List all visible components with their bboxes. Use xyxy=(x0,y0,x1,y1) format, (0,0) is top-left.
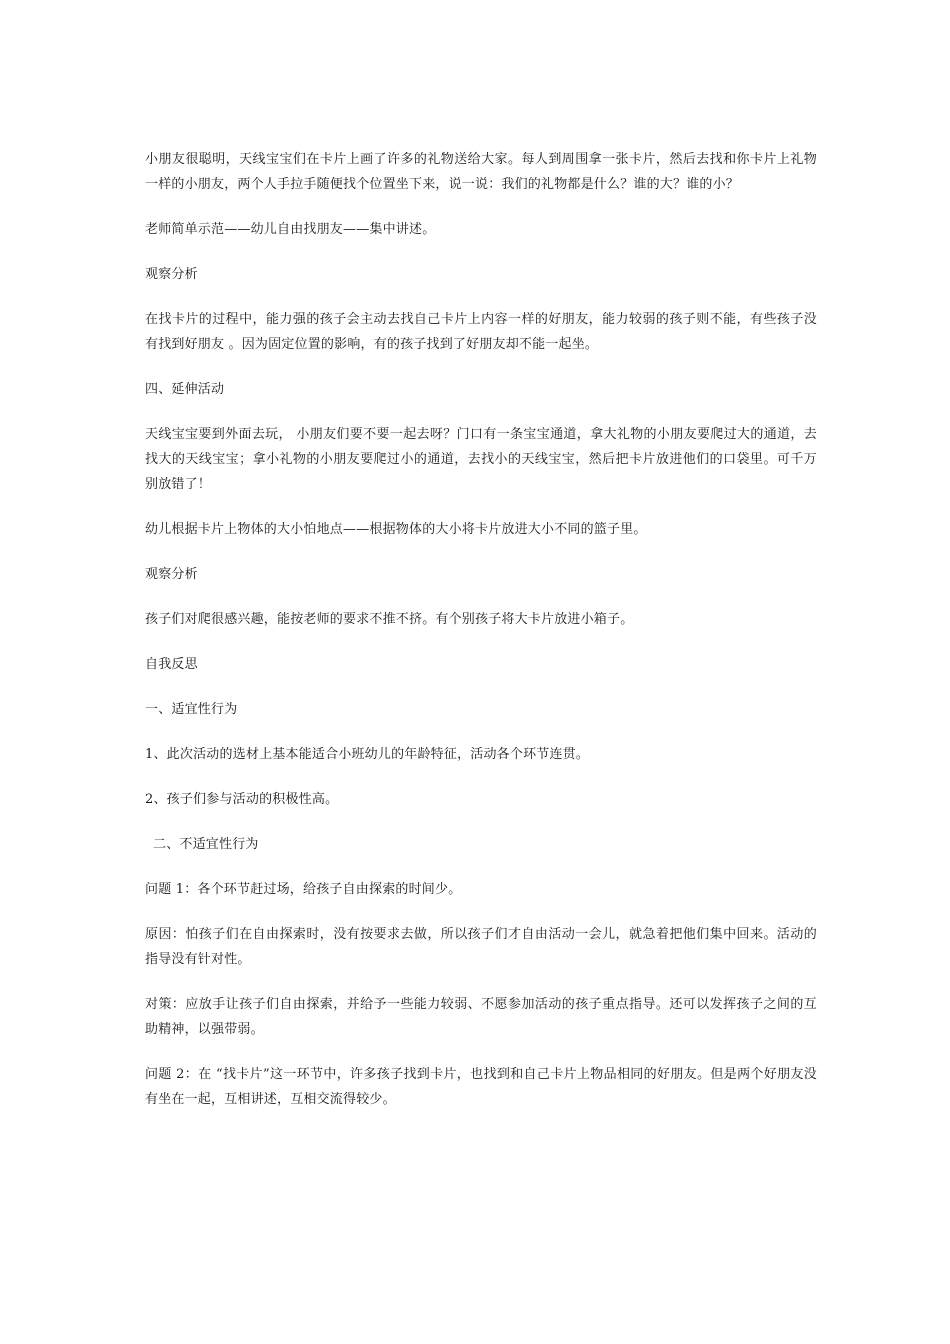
paragraph-suitable-2: 2、孩子们参与活动的积极性高。 xyxy=(145,792,339,807)
paragraph-extension: 天线宝宝要到外面去玩， 小朋友们要不要一起去呀？门口有一条宝宝通道，拿大礼物的小朋友要爬过大的通道，去找大的天线宝宝；拿小礼物的小朋友要爬过小的通道，去找小的天线宝宝，然后把卡片放进他们的口袋里。可千万别放错了！ xyxy=(145,427,817,492)
heading-reflection: 自我反思 xyxy=(145,657,198,672)
document-body xyxy=(145,147,817,1132)
heading-unsuitable: 二、不适宜性行为 xyxy=(153,837,259,852)
paragraph-observation-1: 在找卡片的过程中，能力强的孩子会主动去找自己卡片上内容一样的好朋友，能力较弱的孩子则不能，有些孩子没有找到好朋友 。因为固定位置的影响，有的孩子找到了好朋友却不能一起坐。 xyxy=(145,312,817,352)
paragraph-intro: 小朋友很聪明，天线宝宝们在卡片上画了许多的礼物送给大家。每人到周围拿一张卡片，然后去找和你卡片上礼物一样的小朋友，两个人手拉手随便找个位置坐下来，说一说：我们的礼物都是什么？谁的大？谁的小？ xyxy=(145,152,817,192)
heading-observation-1: 观察分析 xyxy=(145,267,198,282)
heading-extension: 四、延伸活动 xyxy=(145,382,225,397)
paragraph-countermeasure: 对策：应放手让孩子们自由探索，并给予一些能力较弱、不愿参加活动的孩子重点指导。还可以发挥孩子之间的互助精神，以强带弱。 xyxy=(145,997,817,1037)
paragraph-problem-2: 问题 2：在 “找卡片”这一环节中，许多孩子找到卡片，也找到和自己卡片上物品相同的好朋友。但是两个好朋友没有坐在一起，互相讲述，互相交流得较少。 xyxy=(145,1067,817,1107)
heading-suitable: 一、适宜性行为 xyxy=(145,702,238,717)
paragraph-demo: 老师简单示范——幼儿自由找朋友——集中讲述。 xyxy=(145,222,436,237)
paragraph-observation-2: 孩子们对爬很感兴趣，能按老师的要求不推不挤。有个别孩子将大卡片放进小箱子。 xyxy=(145,612,634,627)
paragraph-sorting: 幼儿根据卡片上物体的大小怕地点——根据物体的大小将卡片放进大小不同的篮子里。 xyxy=(145,522,647,537)
paragraph-problem-1: 问题 1：各个环节赶过场，给孩子自由探索的时间少。 xyxy=(145,882,462,897)
paragraph-reason: 原因：怕孩子们在自由探索时，没有按要求去做，所以孩子们才自由活动一会儿，就急着把他们集中回来。活动的指导没有针对性。 xyxy=(145,927,817,967)
heading-observation-2: 观察分析 xyxy=(145,567,198,582)
paragraph-suitable-1: 1、此次活动的选材上基本能适合小班幼儿的年龄特征，活动各个环节连贯。 xyxy=(145,747,590,762)
